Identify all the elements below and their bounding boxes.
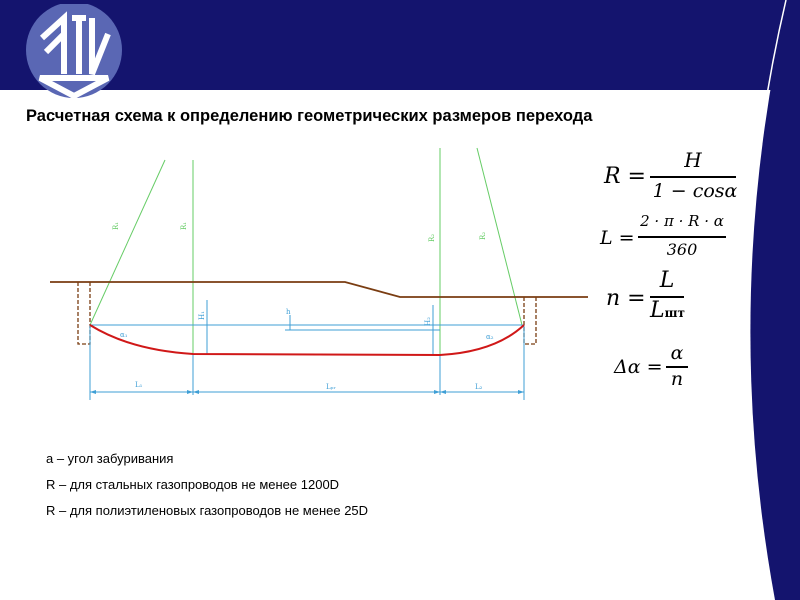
formula-r-lhs: R = (604, 164, 646, 189)
label-r2-left: R₂ (428, 233, 436, 242)
formula-n-den (650, 298, 696, 323)
exit-pit (524, 297, 536, 344)
formula-n-lhs: n = (606, 286, 646, 311)
arrow-l2-b (518, 390, 524, 394)
arrow-l2-a (440, 390, 446, 394)
label-lpr: Lₚᵣ (326, 383, 336, 391)
institution-logo (24, 4, 124, 104)
label-h: h (286, 308, 291, 316)
formula-l (600, 212, 740, 264)
slide-title: Расчетная схема к определению геометрических размеров перехода (26, 107, 593, 125)
formula-delta-alpha (614, 342, 704, 392)
label-h1: H₁ (198, 311, 206, 320)
label-l1: L₁ (135, 381, 143, 389)
formula-n-den-main: L (650, 298, 665, 323)
formula-r (604, 148, 744, 206)
arrow-l1-b (187, 390, 193, 394)
arrow-l1-a (90, 390, 96, 394)
arrow-lpr-a (193, 390, 199, 394)
radius-line-r1-left (90, 160, 165, 325)
label-r1-right: R₁ (180, 221, 188, 230)
formula-l-lhs: L = (600, 227, 635, 249)
label-h2: H₂ (424, 317, 432, 326)
arrow-lpr-b (434, 390, 440, 394)
note-steel-radius: R – для стальных газопроводов не менее 1200D (46, 477, 340, 492)
ground-surface (50, 282, 588, 297)
note-pe-radius: R – для полиэтиленовых газопроводов не менее 25D (46, 503, 369, 518)
formula-r-bar (650, 176, 736, 178)
formula-l-den: 360 (666, 240, 698, 259)
entry-pit (78, 282, 90, 344)
formula-da-num: α (670, 342, 684, 364)
formula-l-num: 2 · π · R · α (640, 212, 724, 230)
formula-da-lhs: Δα = (614, 356, 663, 378)
formula-r-num: H (684, 148, 702, 172)
formula-da-den: n (670, 368, 684, 390)
crossing-diagram (40, 140, 600, 420)
formula-n-den-sub: шт (664, 306, 685, 320)
label-r2-right: R₂ (479, 231, 487, 240)
label-l2: L₂ (475, 383, 483, 391)
formula-l-bar (638, 236, 726, 238)
label-r1-left: R₁ (112, 221, 120, 230)
formula-n (606, 270, 706, 328)
label-alpha1: α₁ (120, 331, 128, 339)
label-alpha2: α₂ (486, 333, 494, 341)
note-drilling-angle: а – угол забуривания (46, 451, 174, 466)
formula-r-den: 1 − cosα (652, 180, 738, 202)
formula-n-num: L (659, 268, 675, 293)
